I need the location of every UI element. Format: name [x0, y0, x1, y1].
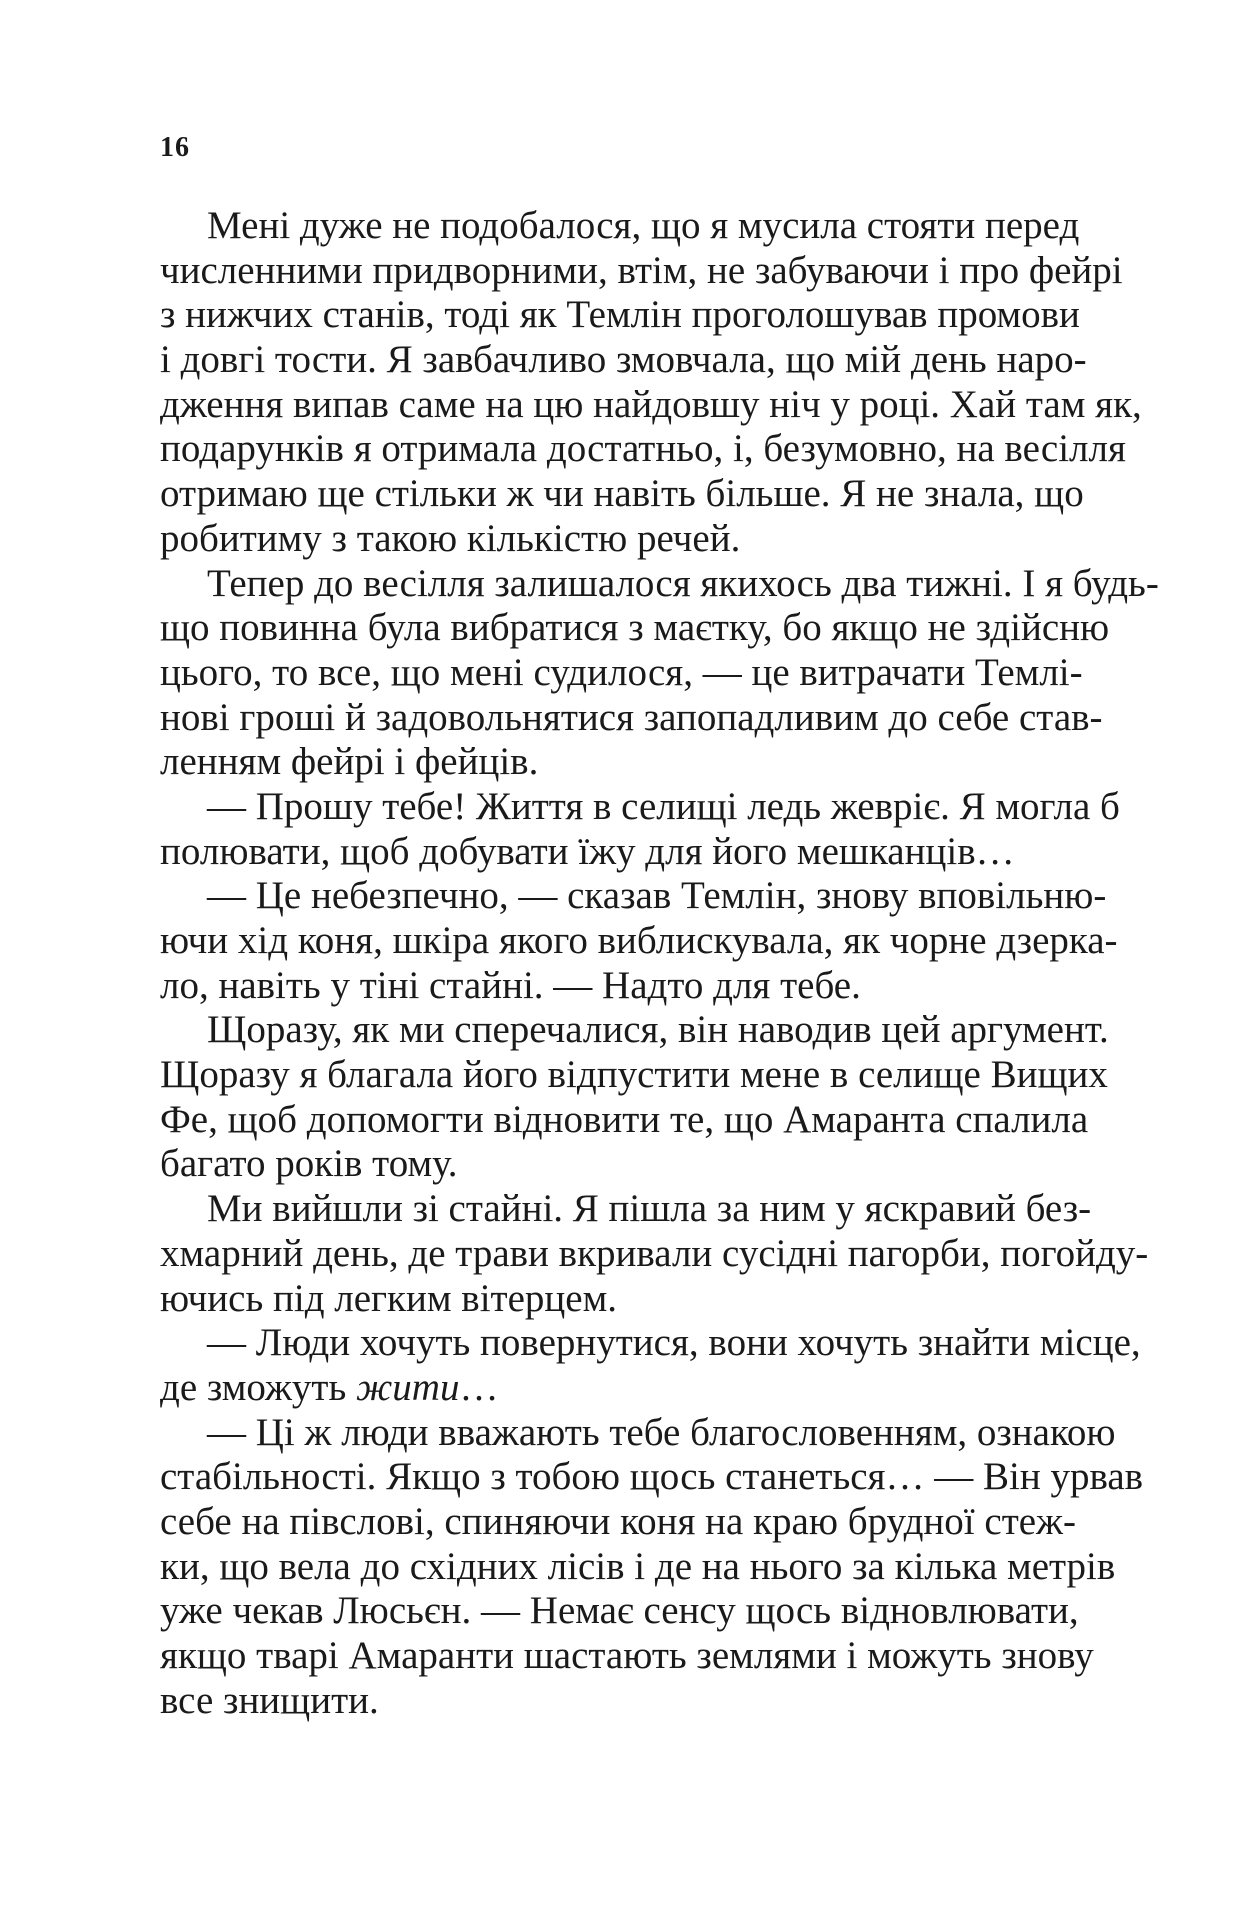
text-line — [160, 1321, 1141, 1366]
text-line — [160, 338, 1087, 383]
text-line — [160, 1008, 1109, 1053]
text-line-content: — Люди хочуть повернутися, вони хочуть знайти місце, — [207, 1321, 1141, 1365]
text-line-content: якщо тварі Амаранти шастають землями і можуть знову — [160, 1634, 1094, 1677]
text-line — [160, 1277, 1076, 1322]
text-line-content: нові гроші й задовольнятися запопадливим до себе став- — [160, 695, 1103, 739]
text-line-content: стабільності. Якщо з тобою щось станеться… — Він урвав — [160, 1455, 1144, 1499]
text-line-content: Тепер до весілля залишалося якихось два тижні. І я будь- — [207, 561, 1159, 605]
text-line-content: отримаю ще стільки ж чи навіть більше. Я не знала, що — [160, 472, 1084, 516]
trailing-text: … — [459, 1365, 499, 1409]
text-line — [160, 427, 1126, 472]
text-line — [160, 1366, 1076, 1411]
text-line — [160, 606, 1110, 651]
page-number: 16 — [160, 132, 190, 163]
text-line — [160, 1589, 1079, 1634]
text-line-content: Щоразу я благала його відпустити мене в селище Вищих — [160, 1053, 1108, 1097]
text-line-content: ки, що вела до східних лісів і де на нього за кілька метрів — [160, 1544, 1116, 1588]
text-line — [160, 1231, 1149, 1277]
text-line — [160, 382, 1142, 428]
text-line — [160, 919, 1118, 964]
text-line-content: уже чекав Люсьєн. — Немає сенсу щось відновлювати, — [160, 1589, 1079, 1633]
text-line-content: полювати, щоб добувати їжу для його мешканців… — [160, 829, 1015, 873]
text-line-content: все знищити. — [160, 1678, 379, 1722]
text-line — [160, 1544, 1116, 1590]
text-line-content: подарунків я отримала достатньо, і, безумовно, на весілля — [160, 427, 1126, 471]
text-line-content: ленням фейрі і фейців. — [160, 740, 539, 784]
text-line — [160, 1500, 1076, 1545]
text-line-content: ло, навіть у тіні стайні. — Надто для тебе. — [160, 963, 861, 1007]
text-line-content: численними придворними, втім, не забуваючи і про фейрі — [160, 248, 1123, 292]
emphasized-word: жити — [356, 1365, 460, 1409]
text-line — [160, 204, 1080, 249]
text-line-content: ючи хід коня, шкіра якого виблискувала, як чорне дзерка- — [160, 919, 1118, 962]
text-line — [160, 874, 1107, 919]
text-line — [160, 740, 1076, 785]
text-line — [160, 1679, 1076, 1724]
text-line-content: дження випав саме на цю найдовшу ніч у році. Хай там як, — [160, 382, 1142, 426]
text-line-content: — Це небезпечно, — сказав Темлін, знову вповільню- — [207, 874, 1107, 918]
text-line-content: цього, то все, що мені судилося, — це витрачати Темлі- — [160, 650, 1083, 694]
text-line-content: Щоразу, як ми сперечалися, він наводив цей аргумент. — [207, 1008, 1109, 1052]
text-line — [160, 830, 1076, 875]
text-line — [160, 695, 1103, 741]
text-line — [160, 472, 1084, 517]
text-line-content: з нижчих станів, тоді як Темлін проголошував промови — [160, 293, 1080, 337]
text-line-content: — Прошу тебе! Життя в селищі ледь жевріє. Я могла б — [207, 784, 1120, 828]
text-line-content: — Ці ж люди вважають тебе благословенням, ознакою — [207, 1410, 1116, 1454]
text-line — [160, 650, 1083, 696]
text-line-content: Мені дуже не подобалося, що я мусила стояти перед — [207, 204, 1080, 247]
text-line — [160, 517, 1076, 562]
text-line-content: ючись під легким вітерцем. — [160, 1276, 618, 1320]
text-line — [160, 1142, 1076, 1187]
text-line — [160, 1097, 1089, 1143]
text-line-content: хмарний день, де трави вкривали сусідні пагорби, погойду- — [160, 1231, 1149, 1275]
text-line-content: себе на півслові, спиняючи коня на краю брудної стеж- — [160, 1499, 1076, 1543]
text-line-content: що повинна була вибратися з маєтку, бо якщо не здійсню — [160, 606, 1110, 650]
text-line-content: де зможуть — [160, 1365, 356, 1409]
body-text — [160, 204, 1159, 1723]
text-line — [160, 293, 1080, 338]
text-line — [160, 964, 1076, 1009]
text-line — [160, 1634, 1094, 1679]
text-line — [160, 1410, 1116, 1456]
text-line-content: Фе, щоб допомогти відновити те, що Амаранта спалила — [160, 1097, 1089, 1141]
text-line-content: робитиму з такою кількістю речей. — [160, 516, 741, 560]
text-line — [160, 248, 1123, 294]
text-line — [160, 1187, 1092, 1232]
text-line-content: Ми вийшли зі стайні. Я пішла за ним у яскравий без- — [207, 1187, 1092, 1231]
text-line-content: і довгі тости. Я завбачливо змовчала, що мій день наро- — [160, 338, 1087, 382]
text-line — [160, 1455, 1144, 1500]
text-line-content: багато років тому. — [160, 1142, 458, 1186]
text-line — [160, 561, 1159, 607]
text-line — [160, 1053, 1108, 1098]
text-line — [160, 784, 1120, 830]
